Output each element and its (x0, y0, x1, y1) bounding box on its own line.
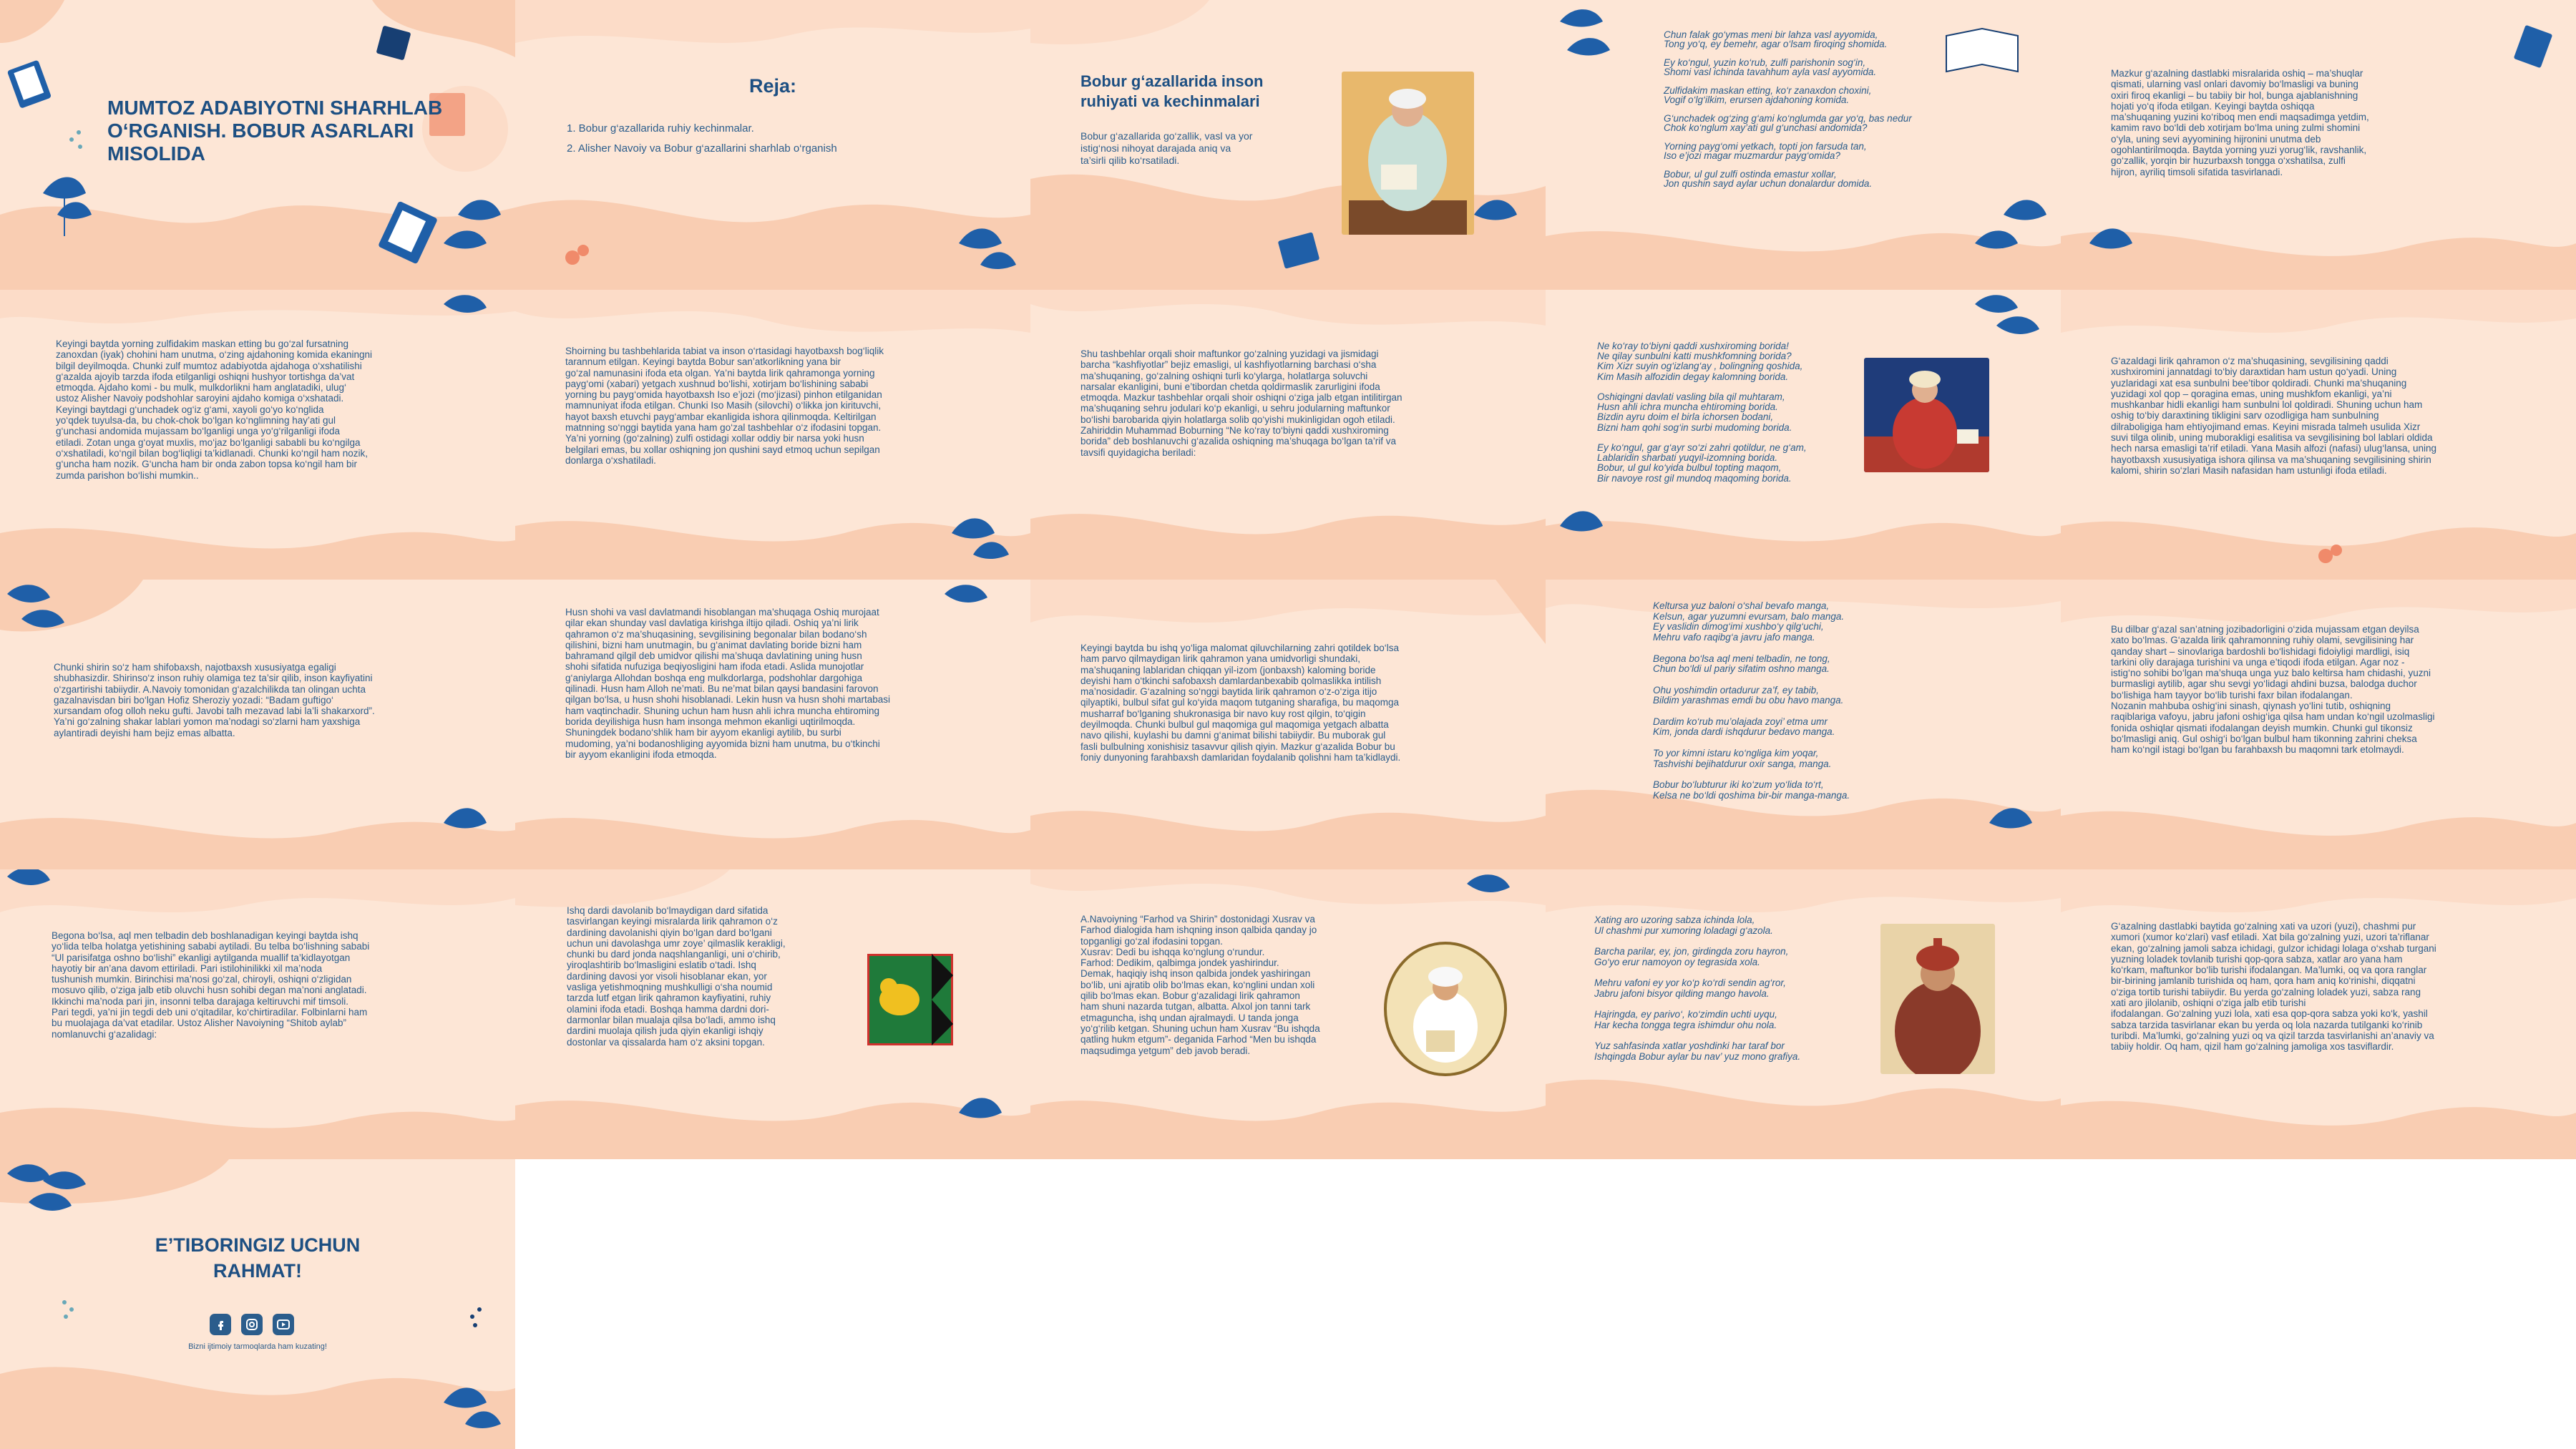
commentary-text: Husn shohi va vasl davlatmandi hisoblangan ma’shuqaga Oshiq murojaat qilar ekan shunday vasl davlatiga kirishga iltijo qiladi. Oshiq ya’ni lirik qahramon o‘z ma’shuqasining, sevgilisining begonalar bilan bodano‘sh qilishini, bizni ham unutmagin, bu g‘animat davlating boride bizni ham bahramand qilgil deb umidvor qilishi ma’shuqa davlatining uning husn shohi sifatida nufuziga beqiyosligini ham ifoda etadi. Aslida munojotlar g‘aniylarga Allohdan boshqa eng mulkdorlarga, podshohlar dargohiga qilinadi. Husn ham Alloh ne’mati. Bu ne’mat bilan qaysi bandasini farovon qilgan bo‘lsa, u husn shohi hisoblanadi. Lekin husn va husn shohi martabasi ham vaqtinchadir. Shuning uchun ham husn ahli ichra muncha ehtiroming borida deyilishiga husn ham insonga mehmon ekanligi uqtirilmoqda. Shuningdek bodano‘shlik ham bir ayyom ekanligi aytilib, bu surbi mudoming, ya’ni bodanoshliging ayyomida bizni ham unutma, bu o‘tkinchi bir ayyom ekanligini ifoda etmoqda. (565, 607, 891, 760)
poem-text: Xating aro uzoring sabza ichinda lola, Ul chashmi pur xumoring loladagi g‘azola. Barcha parilar, ey, jon, girdingda zoru hayron, Go‘yo erur namoyon oy tegrasida xola. Mehru vafoni ey yor ko‘p ko‘rdi sendin ag‘ror, Jabru jafoni bisyor qilding mango havola. Hajringda, ey parivo‘, ko‘zimdin uchti uyqu, Har kecha tongga tegra ishimdur ohu nola. Yuz sahfasinda xatlar yoshdinki har taraf bor Ishqingda Bobur aylar bu nav’ yuz mono grafiya. (1594, 914, 1801, 1063)
slide-12-commentary[interactable] (515, 580, 1030, 869)
slide-17-commentary[interactable] (515, 869, 1030, 1159)
slide-6-commentary[interactable] (0, 290, 515, 580)
social-caption: Bizni ijtimoiy tarmoqlarda ham kuzating! (188, 1342, 327, 1351)
social-links (210, 1314, 294, 1335)
bobur-portrait-image (1342, 72, 1474, 235)
commentary-text: A.Navoiyning “Farhod va Shirin” dostonidagi Xusrav va Farhod dialogida ham ishqning inson qalbida qanday jo topganligi go‘zal ifodasini topgan. Xusrav: Dedi bu ishqqa ko‘nglung o‘rundur. Farhod: Dedikim, qalbimga jondek yashirindur. Demak, haqiqiy ishq inson qalbida jondek yashiringan bo‘lib, uni ajratib olib bo‘lmas ekan, ko‘nglini undan xoli qilib bo‘lmas ekan. Bobur g‘azalidagi lirik qahramon ham shuni nazarda tutgan, albatta. Alxol jon tanni tark etmaguncha, ishq undan ajralmaydi. U tanda jonga yo‘g‘rilib ketgan. Shuning uchun ham Xusrav “Bu ishqda qatling hukm etgum”- deganida Farhod “Men bu ishqda maqsudimga yetgum” deb javob beradi. (1080, 914, 1320, 1056)
book-icon (7, 59, 52, 108)
flag-image (867, 954, 953, 1045)
leaf-icon (2089, 228, 2132, 248)
commentary-text: Shu tashbehlar orqali shoir maftunkor go‘zalning yuzidagi va jismidagi barcha “kashfiyotlar” bejiz emasligi, ul kashfiyotlarning barchasi o‘sha ma’shuqaning, go‘zalning oshiqni turli ko‘ylarga, holatlarga soluvchi narsalar ekanligini, buni e’tibordan chetda qoldirmaslik zarurligini ifoda etmoqda. Mazkur tashbehlar orqali shoir oshiqni o‘ziga jalb etgan intilitirgan ma’shuqaning sehru jodulari ko‘p ekanligi, u sehru jodularning maftunkor bo‘lishi barobarida qiyin holatlarga solib qo‘yishi mukinligidan ogoh etiladi. Zahiriddin Muhammad Boburning “Ne ko‘ray to‘biyni qaddi xushxiroming borida” deb boshlanuvchi g‘azalida oshiqning ma’shuqaga bo‘lgan ta’rif va tavsifi quyidagicha beriladi: (1080, 348, 1402, 458)
slide-13-commentary[interactable] (1030, 580, 1546, 869)
slide-3-topic[interactable] (1030, 0, 1546, 290)
leaf-icon (1560, 511, 1603, 531)
slide-11-commentary[interactable] (0, 580, 515, 869)
slide-background (0, 1159, 515, 1449)
slide-10-commentary[interactable] (2061, 290, 2576, 580)
commentary-text: Bu dilbar g‘azal san’atning jozibadorligini o‘zida mujassam etgan deyilsa xato bo‘lmas. G‘azalda lirik qahramonning ruhiy olami, sevgilisining har qanday shart – sinovlariga bardoshli bo‘lishidagi fidoiyligi mardligi, isiq tarkini oliy darajaga turishini va unga e’tiqodi ifoda etilgan. Agar noz - istig‘no sohibi bo‘lgan ma’shuqa unga yuz balo keltirsa ham chidashi, yuzni burmasligi aytilib, agar shu sevgi yo‘lidagi ahdini buzsa, balodga duchor bo‘lishiga ham tayyor bo‘lib turishi faxr bilan ifodalangan. Nozanin mahbuba oshig‘ini sinash, qiynash yo‘lini tutib, oshiqning raqiblariga vafoyu, jabru jafoni oshig‘iga qilsa ham undan ko‘ngil uzolmasligi fonida oshiqlar qismati ifodalangan deyish mumkin. Chunki gul tikonsiz bo‘lmasligi aniq. Gul oshig‘i bo‘lgan bulbul ham tikonning zahrini cheksa ham ko‘ngil istagi bo‘lgan bu farahbaxsh bu maqomni tark etolmaydi. (2111, 624, 2435, 756)
topic-title: Bobur g‘azallarida inson ruhiyati va kechinmalari (1080, 72, 1264, 110)
slide-7-commentary[interactable] (515, 290, 1030, 580)
slide-9-poem[interactable] (1546, 290, 2061, 580)
leaf-icon (1975, 200, 2046, 248)
leaf-icon (1975, 295, 2039, 334)
book-icon (1946, 29, 2018, 72)
commentary-text: Keyingi baytda yorning zulfidakim maskan etting bu go‘zal fursatning zanoxdan (iyak) chohini ham unutma, o‘zing ajdahoning komida ekaningni bilgil deyilmoqda. Chunki zulf mumtoz adabiyotda ajdahoga o‘xshatilishi g‘azalda ajoyib tarzda ifoda etilganligi oshiqni hushyor tortishga da’vat etmoqda. Ajdaho komi - bu mulk, mulkdorlikni ham anglatadiki, ulug‘ ustoz Alisher Navoiy podshohlar saroyini ajdaho komiga o‘xshatadi. Keyingi baytdagi g‘unchadek og‘iz g‘ami, xayoli go‘yo ko‘nglida yo‘qdek tuyulsa-da, bu chok-chok bo‘lgan ko‘nglimning hay’ati gul g‘unchasi andomida mujassam bo‘lganligi unga yo‘g‘rilganligi ifoda etiladi. Zotan unga g‘oyat muxlis, mo‘jaz bo‘lganligi sababli bu ko‘ngilga o‘xshatiladi, ko‘ngil bilan bog‘liqligi ta’kidlanadi. Chunki ko‘ngil ham nozik, g‘uncha ham nozik. G‘uncha ham bir onda zabon topsa ko‘ngil ham bir zumda parishon bo‘lishi mumkin.. (56, 338, 373, 481)
navoiy-portrait-image (1383, 941, 1508, 1077)
presentation-title: MUMTOZ ADABIYOTNI SHARHLAB O‘RGANISH. BOBUR ASARLARI MISOLIDA (107, 97, 443, 165)
slide-15-commentary[interactable] (2061, 580, 2576, 869)
slide-21-thanks[interactable] (0, 1159, 515, 1449)
leaf-icon (1560, 9, 1610, 55)
slide-20-commentary[interactable] (2061, 869, 2576, 1159)
bobur-portrait-image (1864, 358, 1989, 472)
thanks-title: E’TIBORINGIZ UCHUN RAHMAT! (155, 1234, 361, 1282)
plan-item-2: 2. Alisher Navoiy va Bobur g‘azallarini sharhlab o‘rganish (567, 142, 837, 155)
slide-14-poem[interactable] (1546, 580, 2061, 869)
bobur-portrait-image (1880, 924, 1995, 1074)
leaf-icon (444, 808, 487, 828)
slide-18-commentary[interactable] (1030, 869, 1546, 1159)
commentary-text: Keyingi baytda bu ishq yo‘liga malomat qiluvchilarning zahri qotildek bo‘lsa ham parvo qilmaydigan lirik qahramon yana umidvorligi shundaki, ma’shuqaning lablaridan chiqqan yil-izom (jonbaxsh) kaloming boride deyishi ham o‘tkinchi safobaxsh damlardanbexabib qolmaslikka intilish ma’nosidadir. G‘azalning so‘nggi baytida lirik qahramon o‘z-o‘ziga itijo qilyaptiki, bulbul sifat gul ko‘yida maqom tutganing sharafiga, bu maqomga musharraf bo‘lganing shukronasiga bir navo kuy rost qilgin, to‘qigin deyilmoqda. Chunki bulbul gul maqomiga gul maqomiga yetgach albatta navo qilishi, kuylashi bu damni g‘animat bilishi tabiiydir. Bu muborak gul fasli bulbulning xonishisiz tasavvur qilish qiyin. Mazkur g‘azalida Bobur bu foniy dunyoning farahbaxsh damlaridan foydalanib qolishni ham ta’kidlaydi. (1080, 643, 1401, 763)
poem-text: Keltursa yuz baloni o‘shal bevafo manga, Kelsun, agar yuzumni evursam, balo manga. Ey vaslidin dimog‘imi xushbo‘y qilg‘uchi, Mehru vafo raqibg‘a javru jafo manga. Begona bo‘lsa aql meni telbadin, ne tong, Chun bo‘ldi ul pariy sifatim oshno manga. Ohu yoshimdin ortadurur za’f, ey tabib, Bildim yarashmas emdi bu obu havo manga. Dardim ko‘rub mu’olajada zoyi’ etma umr Kim, jonda dardi ishqdurur bedavo manga. To yor kimni istaru ko‘ngliga kim yoqar, Tashvishi bejihatdurur oxir sanga, manga. Bobur bo‘lubturur iki ko‘zum yo‘lida to‘rt, Kelsa ne bo‘ldi qoshima bir-bir manga-manga. (1653, 600, 1850, 801)
commentary-text: Chunki shirin so‘z ham shifobaxsh, najotbaxsh xususiyatga egaligi shubhasizdir. Shirinso‘z inson ruhiy olamiga tez ta’sir qilib, inson kayfiyatini o‘zgartirishi tabiiydir. A.Navoiy tomonidan g‘azalchilikda tan olingan uchta gazalnavisdan biri bo‘lgan Hofiz Sheroziy yozadi: “Badam guftigo‘ xursandam ofog olloh neku gufti. Javobi talh mezavad labi la’li shakarxord”. Ya’ni go‘zalning shakar lablari yomon ma’nodagi so‘zlarni ham yaxshiga aylantiradi deyishi ham bejiz emas albatta. (54, 662, 375, 738)
slide-8-commentary[interactable] (1030, 290, 1546, 580)
commentary-text: Mazkur g‘azalning dastlabki misralarida oshiq – ma’shuqlar qismati, ularning vasl onlari davomiy bo‘lmasligi va buning oxiri firoq ekanligi – bu tabiiy bir hol, bunga ajablanishning hojati yo‘q ifoda etilgan. Keyingi baytda oshiqqa ma’shuqaning yuzini ko‘riboq men endi maqsadimga yetdim, kamim ravo bo‘ldi deb xotirjam bo‘lma uning zulmi shomini o‘yla, uning sevi ayyomining hijronini unutma deb ogohlantirilmoqda. Baytda yorning yuzi yorug‘lik, ravshanlik, go‘zallik, yorqin bir huzurbaxsh tongga o‘xshatilsa, zulfi hijron, ayriliq timsoli sifatida tasvirlanadi. (2111, 68, 2369, 177)
slide-16-commentary[interactable] (0, 869, 515, 1159)
youtube-icon[interactable] (273, 1314, 294, 1335)
slide-1-title[interactable] (0, 0, 515, 290)
leaf-icon (945, 585, 987, 602)
commentary-text: Shoirning bu tashbehlarida tabiat va inson o‘rtasidagi hayotbaxsh bog‘liqlik tarannum etilgan. Keyingi baytda Bobur san’atkorlikning yana bir go‘zal namunasini ifoda eta olgan. Ya’ni baytda lirik qahramonga yorning payg‘omi (xabari) yetgach xushnud bo‘lishi, xotirjam bo‘lishining sababi yorning bu payg‘omida hayotbaxsh Iso e’jozi (mo‘jizasi) pinhon etilganidan mamnuniyat ifoda etilgan. Chunki Iso Masih (silovchi) o‘likka jon kirituvchi, hayot baxsh etuvchi payg‘ambar ekanligida ishora qilinmoqda. Keltirilgan matnning so‘nggi baytida yana ham go‘zal tashbehlar o‘z ifodasini topgan. Ya’ni yorning (go‘zalning) zulfi ostidagi xollar oddiy bir narsa yoki husn belgilari emas, bu xollar oshiqning jon qushini sayd etmoq uchun sepilgan donlarga o‘xshatiladi. (565, 346, 884, 466)
commentary-text: Ishq dardi davolanib bo‘lmaydigan dard sifatida tasvirlangan keyingi misralarda lirik qahramon o‘z dardining davolanishi qiyin bo‘lgan dard bo‘lgani uchun uni davolashga umr zoye’ qilmaslik kerakligi, chunki bu dard jonda naqshlanganligi, uni o‘chirib, yiroqlashtirib bo‘lmasligini eslatib o‘tadi. Ishq dardining davosi yor visoli hisoblanar ekan, yor vasliga yetishmoqning mushkulligi o‘sha noumid tarzda lutf etgan lirik qahramon kayfiyatini, ruhiy olamini ifoda etadi. Boshqa hamma dardni dori- darmonlar bilan mualaja qilsa bo‘ladi, ammo ishq dardini muolaja qilish juda qiyin ekanligi ishqiy dostonlar va qissalarda ham o‘z aksini topgan. (567, 905, 786, 1048)
commentary-text: Begona bo‘lsa, aql men telbadin deb boshlanadigan keyingi baytda ishq yo‘lida telba holatga yetishining sababi aytiladi. Bu telba bo‘lishning sababi “Ul parisifatga oshno bo‘lishi” ekanligi aytilganda muallif ta’kidlayotgan hayotiy bir an’ana davom ettiriladi. Pari istilohinilikki xil ma’noda tushunish mumkin. Birinchisi ma’nosi go‘zal, chiroyli, oshiqni o‘zligidan mosuvo qilib, o‘ziga jalb etib oluvchi husn sohibi degan ma’noni anglatadi. Ikkinchi ma’noda pari jin, insonni telba darajaga keltiruvchi mif timsoli. Pari tegdi, ya’ni jin tegdi deb uni o‘qitadilar, ko‘chirtiradilar. Folbinlarni ham bu muolajaga da’vat etadilar. Ustoz Alisher Navoiyning “Shitob aylab” nomlanuvchi g‘azalidagi: (52, 930, 370, 1040)
instagram-icon[interactable] (241, 1314, 263, 1335)
book-icon (376, 26, 411, 61)
poem-text: Ne ko‘ray to‘biyni qaddi xushxiroming borida! Ne qilay sunbulni katti mushkfomning borida? Kim Xizr suyin og‘izlang‘ay , bolingning qoshida, Kim Masih alfozidin degay kalomning borida. Oshiqingni davlati vasling bila qil muhtaram, Husn ahli ichra muncha ehtiroming borida. Bizdin ayru doim el birla ichorsen bodani, Bizni ham qohi sog‘in surbi mudoming borida. Ey ko‘ngul, gar g‘ayr so‘zi zahri qotildur, ne g‘am, Lablaridin sharbati yuqyil-izomning borida. Bobur, ul gul ko‘yida bulbul topting maqom, Bir navoye rost gil mundoq maqoming borida. (1597, 341, 1807, 484)
book-icon (2514, 25, 2553, 69)
commentary-text: G‘azaldagi lirik qahramon o‘z ma’shuqasining, sevgilisining qaddi xushxiromini jannatdagi to‘biy daraxtidan ham ustun qo‘yadi. Uning yuzlaridagi xat esa sunbulni bee’tibor qoldiradi. Chunki ma’shuqaning yuzidagi xol qop – qoragina emas, uning mushkfom ekanligi, ya’ni mushkanbar hidli ekanligi ham sunbulni lol qoldiradi. Shuning uchun ham oshig to‘biy daraxtining tikligini sarv ozodligiga ham sunbulning dilraboligiga ham ehtiyojimand emas. Keyini misrada talmeh usulida Xizr suvi tilga olinib, uning muborakligi esalitisa va sevgilisining bol lablari oldida hech narsa emasligi ta’rif etiladi. Yana Masih alfozi (nafasi) ulug‘lansa, uning hayotbaxsh xususiyatiga ishora qilinsa va ma’shuqaning sevgilisining shirin kalomi, shirin so‘zlari Masih nafasidan ham ustunligi ifoda etiladi. (2111, 356, 2436, 476)
slide-19-poem[interactable] (1546, 869, 2061, 1159)
poem-text: Chun falak go‘ymas meni bir lahza vasl ayyomida, Tong yo‘q, ey bemehr, agar o‘lsam firoqing shomida. Ey ko‘ngul, yuzin ko‘rub, zulfi parishonin sog‘in, Shomi vasl ichinda tavahhum ayla vasl ayyomida. Zulfidakim maskan etting, ko‘r zanaxdon choxini, Vogif o‘lg‘ilkim, erursen ajdahoning komida. G‘unchadek og‘zing g‘ami ko‘nglumda gar yo‘q, bas nedur Chok ko‘nglum xay’ati gul g‘unchasi andomida? Yorning payg‘omi yetkach, topti jon farsuda tan, Iso e’jozi magar muzmardur payg‘omida? Bobur, ul gul zulfi ostinda emastur xollar, Jon qushin sayd aylar uchun donalardur domida. (1664, 29, 1912, 189)
plan-item-1: 1. Bobur g‘azallarida ruhiy kechinmalar. (567, 122, 754, 135)
slide-4-poem[interactable] (1546, 0, 2061, 290)
plan-title: Reja: (748, 75, 797, 97)
slide-2-plan[interactable] (515, 0, 1030, 290)
topic-body: Bobur g‘azallarida go‘zallik, vasl va yor istig‘nosi nihoyat darajada aniq va ta’sirli qilib ko‘rsatiladi. (1080, 130, 1253, 166)
slide-5-commentary[interactable] (2061, 0, 2576, 290)
commentary-text: G‘azalning dastlabki baytida go‘zalning xati va uzori (yuzi), chashmi pur xumori (xumor ko‘zlari) vasf etiladi. Xat bila go‘zalning yuzi, uzori ta’riflanar ekan, go‘zalning jamoli sabza ichidagi, gulzor ichidagi lolaga o‘xshab turgani yuzning loladek tovlanib turishi qop-qora sabza, xatlar aro yana ham ko‘rkam, maftunkor bo‘lib turishi ifodalangan. Ma’lumki, oq va qora ranglar bir-birining jamlanib turishida oq ham, qora ham aniq ko‘rinishi, diqqatni o‘ziga tortib turishi tabiiydir. Bu yerda go‘zalning loladek yuzi, sabza rang xati aro jilolanib, oshiqni o‘ziga jalb etib turishi ifodalangan. Go‘zalning yuzi lola, xati esa qop-qora sabza yoki ko‘k, yashil sabza tarzida tasvirlanar ekan bu yerda oq lola nazarda tutilganki ko‘rinib turibdi. Ma’lumki, go‘zalning yuzi oq va qizil tarzda tasvirlanishi an’anaviy va tabiiy holdir. Oq ham, qizil ham go‘zalning jamoliga xos tasviflardir. (2111, 921, 2436, 1053)
leaf-icon (959, 1098, 1002, 1118)
facebook-icon[interactable] (210, 1314, 231, 1335)
